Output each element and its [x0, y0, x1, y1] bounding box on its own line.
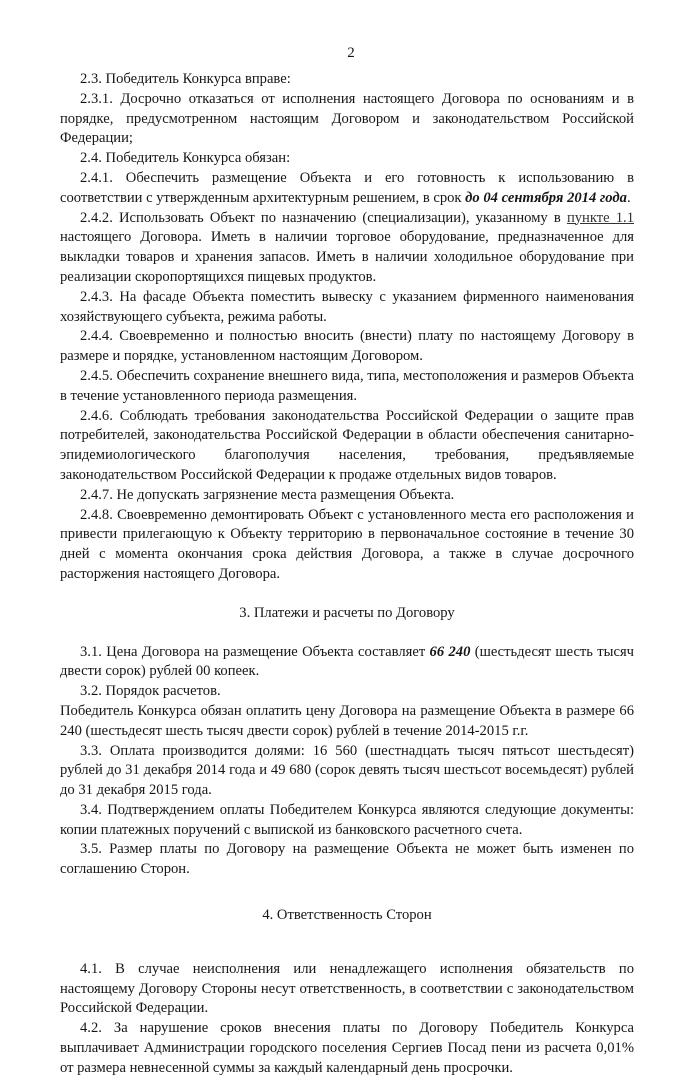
clause-2-3: 2.3. Победитель Конкурса вправе: — [80, 71, 291, 87]
spacer — [60, 880, 634, 906]
clause-3-2-text: Победитель Конкурса обязан оплатить цену Договора на размещение Объекта в размере 66 240 (шестьдесят шесть тысяч двести сорок) рублей в течение 2014-2015 г.г. — [60, 702, 634, 739]
deadline-date: до 04 сентября 2014 года — [465, 189, 627, 206]
clause-4-2: 4.2. За нарушение сроков внесения платы по Договору Победитель Конкурса выплачивает Администрации городского поселения Сергиев Посад пени из расчета 0,01% от размера невнесенной суммы за каждый календарный день просрочки. — [60, 1020, 634, 1076]
clause-2-4-1-end: . — [626, 189, 631, 206]
clause-3-2: 3.2. Порядок расчетов. — [80, 683, 221, 700]
section-3-title: 3. Платежи и расчеты по Договору — [239, 604, 455, 621]
spacer — [60, 926, 634, 952]
clause-3-1 — [60, 643, 634, 683]
clause-2-4-4: 2.4.4. Своевременно и полностью вносить (внести) плату по настоящему Договору в размере и порядке, установленном настоящим Договором. — [60, 328, 634, 365]
page-number: 2 — [347, 45, 355, 61]
clause-2-4-2-rest: настоящего Договора. Иметь в наличии торговое оборудование, предназначенное для выкладки товаров и хранения запасов. Иметь в наличии холодильное оборудование при реализации скоропортящихся пищевых продуктов. — [60, 229, 634, 285]
contract-price: 66 240 — [429, 643, 471, 660]
clause-2-4-2 — [60, 209, 634, 288]
clause-2-4-7: 2.4.7. Не допускать загрязнение места размещения Объекта. — [80, 486, 455, 503]
clause-3-1-text: 3.1. Цена Договора на размещение Объекта составляет — [80, 643, 430, 660]
clause-2-4: 2.4. Победитель Конкурса обязан: — [80, 150, 291, 167]
spacer — [60, 952, 634, 960]
document-body — [60, 70, 634, 1079]
clause-2-4-1 — [60, 169, 634, 209]
clause-3-1-rest: (шестьдесят шесть тысяч двести сорок) рублей 00 копеек. — [60, 643, 635, 680]
section-4-title: 4. Ответственность Сторон — [262, 907, 432, 924]
spacer — [60, 585, 634, 604]
clause-2-4-3: 2.4.3. На фасаде Объекта поместить вывеску с указанием фирменного наименования хозяйствующего субъекта, режима работы. — [60, 288, 634, 325]
clause-3-4: 3.4. Подтверждением оплаты Победителем Конкурса являются следующие документы: копии платежных поручений с выпиской из банковского расчетного счета. — [60, 801, 634, 838]
clause-1-1-link[interactable]: пункте 1.1 — [566, 209, 635, 226]
spacer — [60, 624, 634, 643]
clause-4-1: 4.1. В случае неисполнения или ненадлежащего исполнения обязательств по настоящему Договору Стороны несут ответственность, в соответствии с законодательством Российской Федерации. — [60, 960, 634, 1017]
clause-2-4-1-text: 2.4.1. Обеспечить размещение Объекта и его готовность к использованию в соответствии с утвержденным архитектурным решением, в срок — [60, 169, 634, 206]
clause-2-4-8: 2.4.8. Своевременно демонтировать Объект с установленного места его расположения и привести прилегающую к Объекту территорию в первоначальное состояние в течение 30 дней с момента окончания срока действия Договора, а также в случае досрочного расторжения настоящего Договора. — [60, 506, 634, 582]
clause-3-5: 3.5. Размер платы по Договору на размещение Объекта не может быть изменен по соглашению Сторон. — [60, 841, 634, 878]
clause-2-4-6: 2.4.6. Соблюдать требования законодательства Российской Федерации о защите прав потребителей, законодательства Российской Федерации в области обеспечения санитарно-эпидемиологического благополучия населения, требования, предъявляемые законодательством Российской Федерации к продаже отдельных видов товаров. — [60, 407, 634, 483]
clause-2-4-5: 2.4.5. Обеспечить сохранение внешнего вида, типа, местоположения и размеров Объекта в течение установленного периода размещения. — [60, 367, 634, 404]
clause-2-4-2-text: 2.4.2. Использовать Объект по назначению (специализации), указанному в — [80, 209, 567, 226]
clause-3-3: 3.3. Оплата производится долями: 16 560 (шестнадцать тысяч пятьсот шестьдесят) рублей до 31 декабря 2014 года и 49 680 (сорок девять тысяч шестьсот восемьдесят) рублей до 31 декабря 2015 года. — [60, 742, 634, 799]
clause-2-3-1: 2.3.1. Досрочно отказаться от исполнения настоящего Договора по основаниям и в порядке, предусмотренном настоящим Договором и законодательством Российской Федерации; — [60, 90, 634, 147]
